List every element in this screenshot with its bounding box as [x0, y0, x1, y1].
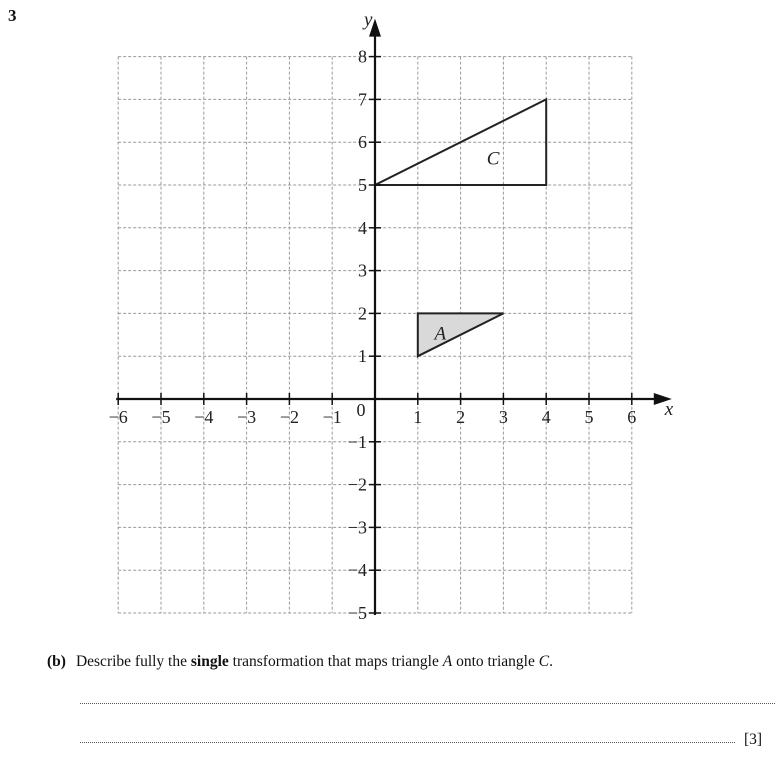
- y-tick-label: 3: [358, 260, 367, 281]
- y-tick-label: −1: [347, 431, 367, 452]
- part-b-shape-a: A: [442, 653, 453, 670]
- origin-label: 0: [356, 400, 366, 420]
- part-b-label: (b): [47, 653, 66, 670]
- part-b-text-middle: transformation that maps triangle: [228, 653, 443, 670]
- x-tick-label: 1: [413, 407, 423, 427]
- part-b-shape-c: C: [538, 653, 550, 670]
- x-tick-label: 2: [456, 407, 466, 427]
- part-b-text-middle2: onto triangle: [452, 653, 539, 670]
- y-tick-label: 5: [358, 175, 367, 195]
- question-number: 3: [8, 6, 17, 25]
- y-tick-label: 1: [358, 346, 367, 367]
- y-tick-label: −4: [347, 560, 367, 581]
- x-tick-label: −3: [237, 407, 257, 427]
- answer-line-1[interactable]: [80, 703, 775, 704]
- y-tick-label: −5: [347, 603, 367, 623]
- triangle-a: [418, 313, 504, 356]
- axes: [116, 10, 674, 615]
- x-tick-label: 4: [541, 407, 551, 427]
- y-tick-label: −3: [347, 517, 367, 538]
- part-b-bold-word: single: [190, 653, 229, 670]
- x-tick-label: 6: [627, 407, 637, 427]
- y-axis-label: y: [364, 9, 373, 31]
- y-tick-label: 7: [358, 89, 367, 110]
- part-b-text-before: Describe fully the: [75, 653, 191, 670]
- marks-label: [3]: [744, 731, 763, 748]
- y-tick-label: 8: [358, 46, 367, 67]
- part-b-question: [47, 653, 553, 671]
- triangle-c-label: C: [486, 148, 500, 170]
- y-tick-label: −2: [347, 474, 367, 495]
- y-tick-label: 6: [358, 132, 367, 153]
- triangle-a-label: A: [434, 323, 447, 345]
- x-tick-label: 3: [498, 407, 508, 427]
- x-tick-label: −2: [279, 407, 299, 427]
- x-tick-label: −5: [151, 407, 171, 427]
- x-tick-label: −6: [108, 407, 128, 427]
- y-tick-label: 2: [358, 303, 367, 324]
- x-tick-label: −1: [322, 407, 342, 427]
- part-b-text-end: .: [549, 653, 553, 670]
- tick-labels: [109, 47, 637, 623]
- answer-line-2[interactable]: [80, 742, 735, 743]
- x-axis-label: x: [664, 399, 674, 420]
- x-tick-label: −4: [194, 407, 214, 427]
- x-tick-label: 5: [584, 407, 594, 427]
- y-tick-label: 4: [358, 217, 367, 238]
